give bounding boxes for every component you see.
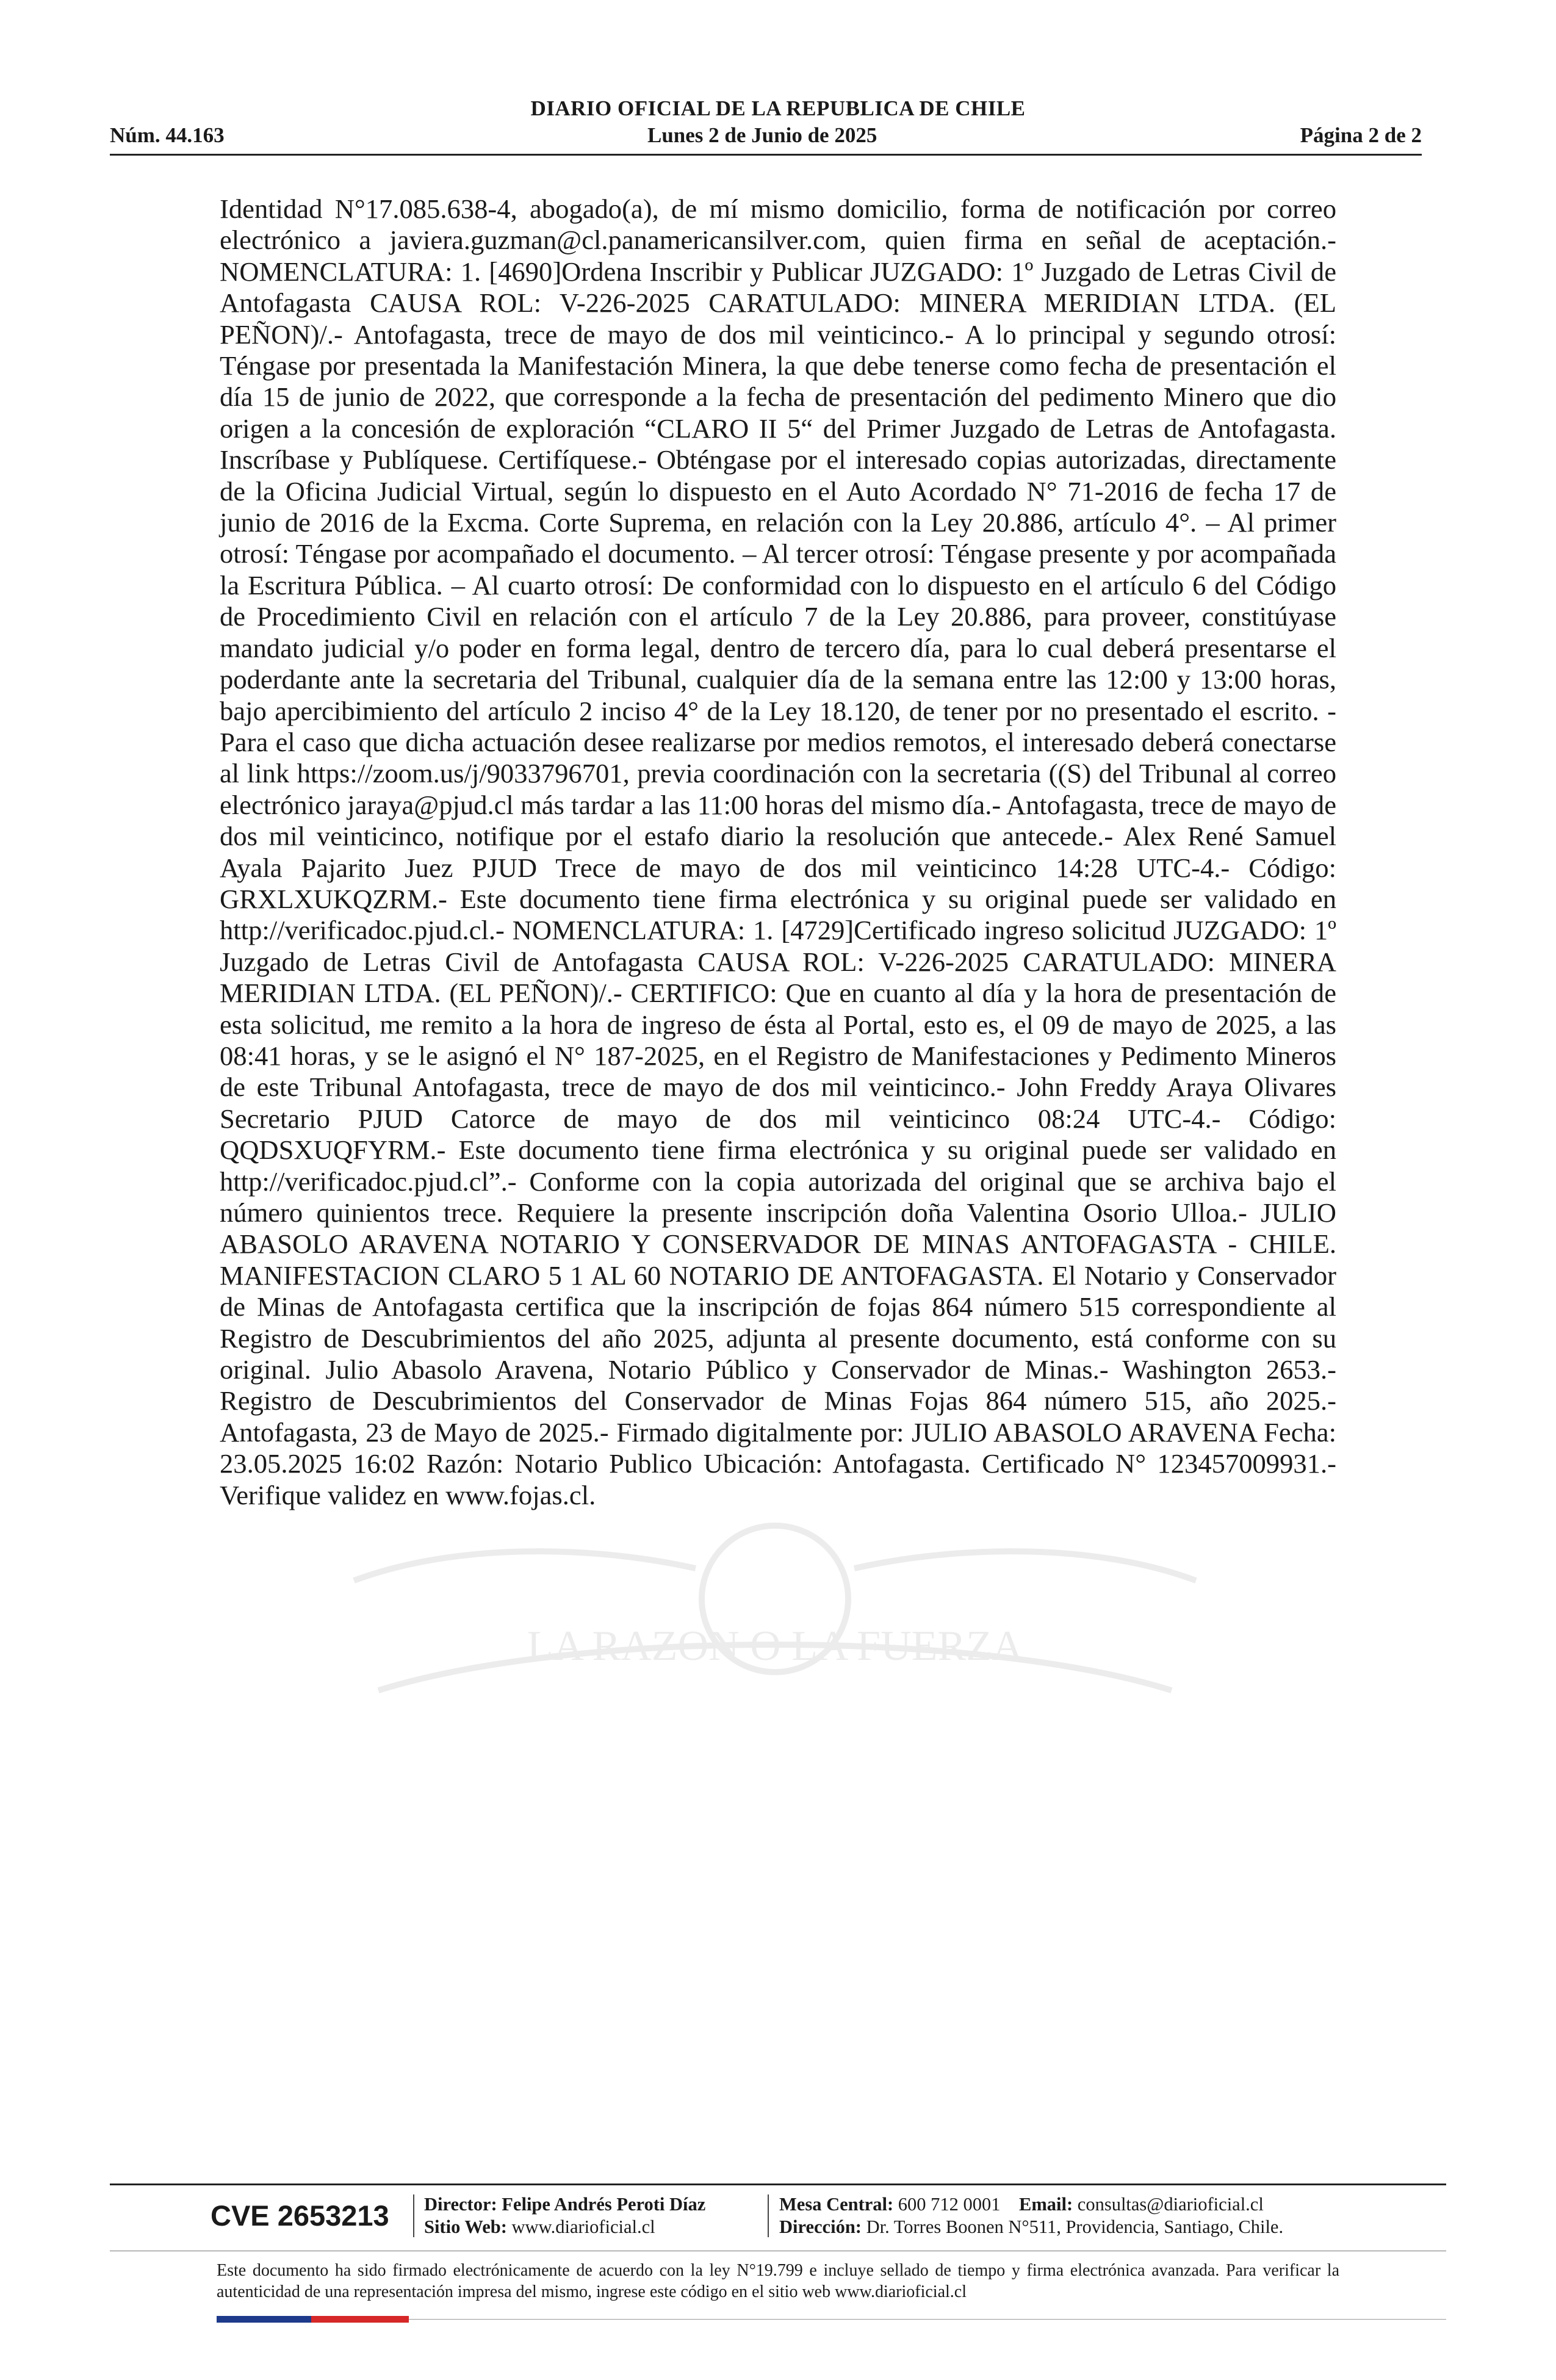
website-link[interactable]: www.diarioficial.cl	[511, 2216, 655, 2237]
electronic-signature-disclaimer: Este documento ha sido firmado electrónicamente de acuerdo con la ley N°19.799 e incluye sellado de tiempo y firma electrónica avanzada. Para verificar la autenticidad de una representación impresa del mismo, ingrese este código en el sitio web www.diarioficial.cl	[217, 2261, 1339, 2301]
footer-divider-bottom	[409, 2319, 1446, 2320]
footer-separator	[768, 2194, 769, 2237]
document-body	[220, 193, 1336, 1511]
header-divider	[110, 154, 1422, 156]
watermark-motto: LA RAZON O LA FUERZA	[527, 1623, 1023, 1670]
email-label: Email:	[1019, 2194, 1073, 2215]
footer-director-col	[424, 2193, 705, 2238]
coat-of-arms-watermark	[268, 1507, 1281, 1709]
footer-contact-col	[779, 2193, 1283, 2238]
director-name: Felipe Andrés Peroti Díaz	[502, 2194, 706, 2215]
website-label: Sitio Web:	[424, 2216, 507, 2237]
cve-code: CVE 2653213	[211, 2199, 389, 2232]
issue-date: Lunes 2 de Junio de 2025	[647, 123, 877, 147]
phone-label: Mesa Central:	[779, 2194, 894, 2215]
director-label: Director:	[424, 2194, 497, 2215]
flag-stripe-blue	[217, 2316, 311, 2323]
footer-divider-top	[110, 2183, 1446, 2185]
newspaper-title: DIARIO OFICIAL DE LA REPUBLICA DE CHILE	[530, 96, 1026, 120]
body-paragraph: Identidad N°17.085.638-4, abogado(a), de mí mismo domicilio, forma de notificación por correo electrónico a javiera.guzman@cl.panamericansilver.com, quien firma en señal de aceptación.- NOMENCLATURA: 1. [4690]Ordena Inscribir y Publicar JUZGADO: 1º Juzgado de Letras Civil de Antofagasta CAUSA ROL: V-226-2025 CARATULADO: MINERA MERIDIAN LTDA. (EL PEÑON)/.- Antofagasta, trece de mayo de dos mil veinticinco.- A lo principal y segundo otrosí: Téngase por presentada la Manifestación Minera, la que debe tenerse como fecha de presentación el día 15 de junio de 2022, que corresponde a la fecha de presentación del pedimento Minero que dio origen a la concesión de exploración “CLARO II 5“ del Primer Juzgado de Letras de Antofagasta. Inscríbase y Publíquese. Certifíquese.- Obténgase por el interesado copias autorizadas, directamente de la Oficina Judicial Virtual, según lo dispuesto en el Auto Acordado N° 71-2016 de fecha 17 de junio de 2016 de la Excma. Corte Suprema, en relación con la Ley 20.886, artículo 4°. – Al primer otrosí: Téngase por acompañado el documento. – Al tercer otrosí: Téngase presente y por acompañada la Escritura Pública. – Al cuarto otrosí: De conformidad con lo dispuesto en el artículo 6 del Código de Procedimiento Civil en relación con el artículo 7 de la Ley 20.886, para proveer, constitúyase mandato judicial y/o poder en forma legal, dentro de tercero día, para lo cual deberá presentarse el poderdante ante la secretaria del Tribunal, cualquier día de la semana entre las 12:00 y 13:00 horas, bajo apercibimiento del artículo 2 inciso 4° de la Ley 18.120, de tener por no presentado el escrito. - Para el caso que dicha actuación desee realizarse por medios remotos, el interesado deberá conectarse al link https://zoom.us/j/9033796701, previa coordinación con la secretaria ((S) del Tribunal al correo electrónico jaraya@pjud.cl más tardar a las 11:00 horas del mismo día.- Antofagasta, trece de mayo de dos mil veinticinco, notifique por el estafo diario la resolución que antecede.- Alex René Samuel Ayala Pajarito Juez PJUD Trece de mayo de dos mil veinticinco 14:28 UTC-4.- Código: GRXLXUKQZRM.- Este documento tiene firma electrónica y su original puede ser validado en http://verificadoc.pjud.cl.- NOMENCLATURA: 1. [4729]Certificado ingreso solicitud JUZGADO: 1º Juzgado de Letras Civil de Antofagasta CAUSA ROL: V-226-2025 CARATULADO: MINERA MERIDIAN LTDA. (EL PEÑON)/.- CERTIFICO: Que en cuanto al día y la hora de presentación de esta solicitud, me remito a la hora de ingreso de ésta al Portal, esto es, el 09 de mayo de 2025, a las 08:41 horas, y se le asignó el N° 187-2025, en el Registro de Manifestaciones y Pedimento Mineros de este Tribunal Antofagasta, trece de mayo de dos mil veinticinco.- John Freddy Araya Olivares Secretario PJUD Catorce de mayo de dos mil veinticinco 08:24 UTC-4.- Código: QQDSXUQFYRM.- Este documento tiene firma electrónica y su original puede ser validado en http://verificadoc.pjud.cl”.- Conforme con la copia autorizada del original que se archiva bajo el número quinientos trece. Requiere la presente inscripción doña Valentina Osorio Ulloa.- JULIO ABASOLO ARAVENA NOTARIO Y CONSERVADOR DE MINAS ANTOFAGASTA - CHILE. MANIFESTACION CLARO 5 1 AL 60 NOTARIO DE ANTOFAGASTA. El Notario y Conservador de Minas de Antofagasta certifica que la inscripción de fojas 864 número 515 correspondiente al Registro de Descubrimientos del año 2025, adjunta al presente documento, está conforme con su original. Julio Abasolo Aravena, Notario Público y Conservador de Minas.- Washington 2653.- Registro de Descubrimientos del Conservador de Minas Fojas 864 número 515, año 2025.- Antofagasta, 23 de Mayo de 2025.- Firmado digitalmente por: JULIO ABASOLO ARAVENA Fecha: 23.05.2025 16:02 Razón: Notario Publico Ubicación: Antofagasta. Certificado N° 123457009931.- Verifique validez en www.fojas.cl.	[220, 193, 1336, 1510]
phone-value: 600 712 0001	[898, 2194, 1001, 2215]
page-number: Página 2 de 2	[1300, 123, 1422, 147]
footer-separator	[413, 2194, 414, 2237]
header-row	[110, 123, 1422, 148]
email-link[interactable]: consultas@diarioficial.cl	[1077, 2194, 1264, 2215]
issue-number: Núm. 44.163	[110, 123, 225, 147]
address-value: Dr. Torres Boonen N°511, Providencia, Santiago, Chile.	[866, 2216, 1284, 2237]
flag-stripe-red	[311, 2316, 409, 2323]
address-label: Dirección:	[779, 2216, 862, 2237]
